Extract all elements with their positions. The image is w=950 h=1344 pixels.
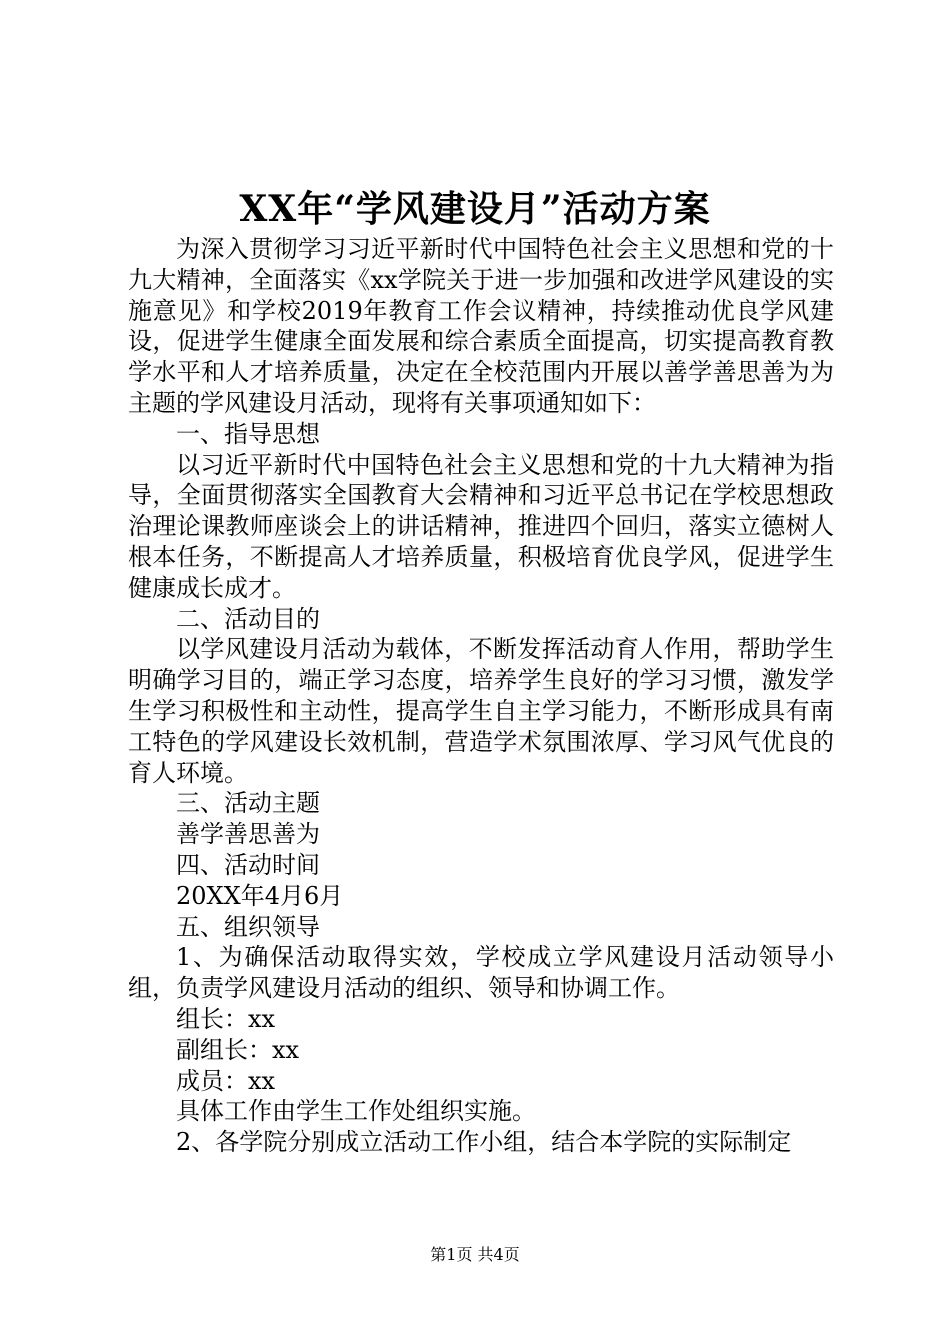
paragraph-deputy-leader: 副组长：xx [176,1035,300,1064]
heading-activity-theme: 三、活动主题 [176,789,320,818]
document-title: XX年“学风建设月”活动方案 [239,188,711,230]
document-body [128,234,834,1158]
heading-activity-time: 四、活动时间 [176,850,320,879]
paragraph-college-groups: 2、各学院分别成立活动工作小组，结合本学院的实际制定 [176,1128,792,1157]
paragraph-implementation: 具体工作由学生工作处组织实施。 [176,1097,536,1126]
heading-activity-purpose: 二、活动目的 [176,604,320,633]
paragraph-intro: 为深入贯彻学习习近平新时代中国特色社会主义思想和党的十九大精神，全面落实《xx学院关于进一步加强和改进学风建设的实施意见》和学校2019年教育工作会议精神，持续推动优良学风建设，促进学生健康全面发展和综合素质全面提高，切实提高教育教学水平和人才培养质量，决定在全校范围内开展以善学善思善为为主题的学风建设月活动，现将有关事项通知如下： [128,235,834,417]
paragraph-guiding-ideology: 以习近平新时代中国特色社会主义思想和党的十九大精神为指导，全面贯彻落实全国教育大会精神和习近平总书记在学校思想政治理论课教师座谈会上的讲话精神，推进四个回归，落实立德树人根本任务，不断提高人才培养质量，积极培育优良学风，促进学生健康成长成才。 [128,450,834,602]
paragraph-activity-time: 20XX年4月6月 [176,881,344,910]
heading-guiding-ideology: 一、指导思想 [176,419,320,448]
paragraph-activity-theme: 善学善思善为 [176,820,320,849]
heading-organization: 五、组织领导 [176,912,320,941]
paragraph-group-leader: 组长：xx [176,1004,276,1033]
page-number: 第1页 共4页 [430,1245,520,1264]
paragraph-members: 成员：xx [176,1066,276,1095]
paragraph-activity-purpose: 以学风建设月活动为载体，不断发挥活动育人作用，帮助学生明确学习目的，端正学习态度，培养学生良好的学习习惯，激发学生学习积极性和主动性，提高学生自主学习能力，不断形成具有南工特色的学风建设长效机制，营造学术氛围浓厚、学习风气优良的育人环境。 [128,635,834,787]
paragraph-leading-group: 1、为确保活动取得实效，学校成立学风建设月活动领导小组，负责学风建设月活动的组织、领导和协调工作。 [128,943,834,1003]
